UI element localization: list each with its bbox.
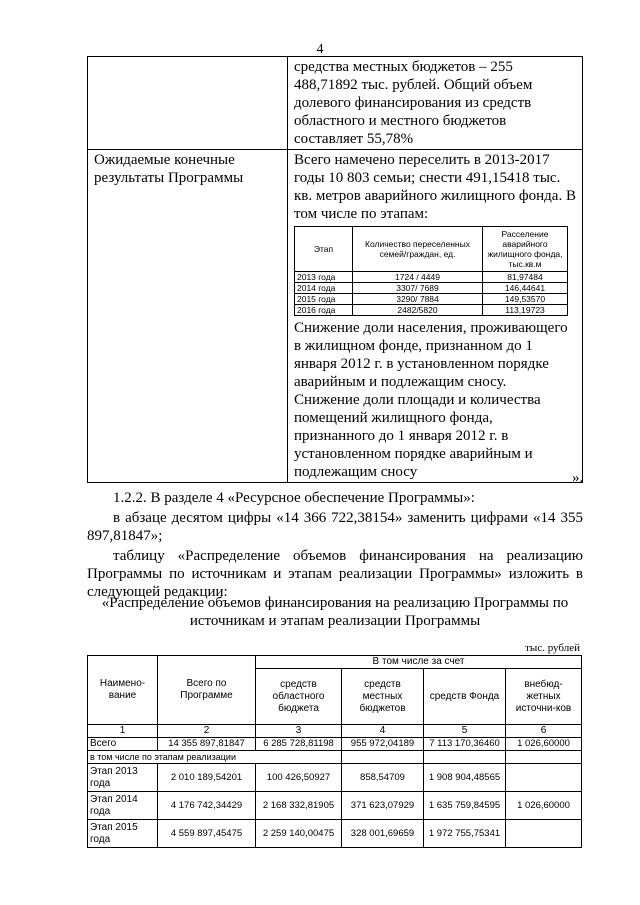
stages-row [295, 272, 568, 283]
stages-cell-families: 3290/ 7884 [353, 294, 483, 305]
fin-cell-empty [506, 751, 582, 764]
closing-quote: ». [572, 470, 584, 486]
fin-col-number: 1 [88, 725, 158, 738]
fin-cell-total: 14 355 897,81847 [158, 738, 256, 751]
fin-cell-regional: 2 259 140,00475 [256, 820, 342, 848]
fin-cell-extrabudget [506, 764, 582, 792]
amendment-figures-text: в абзаце десятом цифры «14 366 722,38154» заменить цифрами «14 355 897,81847»; [87, 510, 583, 544]
passport-row-results [88, 150, 583, 483]
stages-cell-stage: 2013 года [295, 272, 353, 283]
stages-cell-families: 3307/ 7689 [353, 283, 483, 294]
financing-table-title: «Распределение объемов финансирования на реализацию Программы по источникам и этапам реализации Программы [101, 595, 569, 629]
fin-header-including: В том числе за счет [256, 656, 582, 669]
fin-cell-name: Этап 2014 года [88, 792, 158, 820]
stages-header-row [295, 227, 568, 272]
fin-header-name: Наимено-вание [88, 656, 158, 725]
fin-col-number: 2 [158, 725, 256, 738]
results-cell [288, 150, 583, 483]
stages-header-stage: Этап [295, 227, 353, 272]
fin-cell-local: 371 623,07929 [342, 792, 424, 820]
fin-cell-fund: 7 113 170,36460 [424, 738, 506, 751]
passport-cell-empty [88, 57, 288, 150]
fin-col-number: 3 [256, 725, 342, 738]
section-amendment-heading: 1.2.2. В разделе 4 «Ресурсное обеспечение Программы»: [113, 490, 475, 506]
stages-row [295, 305, 568, 316]
fin-cell-extrabudget: 1 026,60000 [506, 792, 582, 820]
stages-header-families: Количество переселенных семей/граждан, ед. [353, 227, 483, 272]
amendment-table-text: таблицу «Распределение объемов финансирования на реализацию Программы по источникам и этапам реализации Программы» изложить в следующей редакции: [87, 548, 583, 600]
stages-cell-area: 146,44641 [483, 283, 568, 294]
fin-col-number: 6 [506, 725, 582, 738]
passport-row-financing [88, 57, 583, 150]
stages-cell-stage: 2016 года [295, 305, 353, 316]
fin-header-extrabudget: внебюд-жетных источни-ков [506, 669, 582, 725]
stages-cell-stage: 2014 года [295, 283, 353, 294]
fin-total-row [88, 738, 582, 751]
financing-text: средства местных бюджетов – 255 488,71892 тыс. рублей. Общий объем долевого финансирования из средств областного и местного бюджетов составляет 55,78% [288, 57, 583, 150]
results-outro-area: Снижение доли площади и количества помещений жилищного фонда, признанного до 1 января 2012 г. в установленном порядке аварийным и подлежащим сносу [294, 392, 541, 480]
stages-row [295, 294, 568, 305]
fin-cell-empty [424, 751, 506, 764]
stages-cell-families: 1724 / 4449 [353, 272, 483, 283]
fin-cell-local: 955 972,04189 [342, 738, 424, 751]
page-number: 4 [316, 42, 324, 57]
stages-cell-families: 2482/5820 [353, 305, 483, 316]
fin-cell-local: 858,54709 [342, 764, 424, 792]
stages-cell-area: 113,19723 [483, 305, 568, 316]
fin-stage-row [88, 764, 582, 792]
fin-cell-total: 4 176 742,34429 [158, 792, 256, 820]
fin-cell-regional: 2 168 332,81905 [256, 792, 342, 820]
fin-header-regional: средств областного бюджета [256, 669, 342, 725]
stages-cell-stage: 2015 года [295, 294, 353, 305]
stages-table [294, 226, 568, 316]
fin-cell-regional: 100 426,50927 [256, 764, 342, 792]
fin-col-number: 4 [342, 725, 424, 738]
fin-cell-extrabudget: 1 026,60000 [506, 738, 582, 751]
fin-cell-fund: 1 635 759,84595 [424, 792, 506, 820]
results-label: Ожидаемые конечные результаты Программы [88, 150, 288, 483]
financing-table [87, 655, 582, 848]
stages-cell-area: 81,97484 [483, 272, 568, 283]
fin-cell-fund: 1 908 904,48565 [424, 764, 506, 792]
fin-col-number-row [88, 725, 582, 738]
fin-cell-total: 2 010 189,54201 [158, 764, 256, 792]
program-passport-table [87, 56, 583, 483]
fin-stages-caption-row [88, 751, 582, 764]
fin-stages-caption: в том числе по этапам реализации [88, 751, 342, 764]
fin-header-local: средств местных бюджетов [342, 669, 424, 725]
fin-cell-regional: 6 285 728,81198 [256, 738, 342, 751]
fin-header-fund: средств Фонда [424, 669, 506, 725]
fin-cell-extrabudget [506, 820, 582, 848]
fin-cell-fund: 1 972 755,75341 [424, 820, 506, 848]
fin-stage-row [88, 820, 582, 848]
stages-header-area: Расселение аварийного жилищного фонда, тыс.кв.м [483, 227, 568, 272]
fin-cell-empty [342, 751, 424, 764]
stages-cell-area: 149,53570 [483, 294, 568, 305]
results-intro: Всего намечено переселить в 2013-2017 годы 10 803 семьи; снести 491,15418 тыс. кв. метров аварийного жилищного фонда. В том числе по этапам: [294, 152, 576, 222]
fin-cell-total: 4 559 897,45475 [158, 820, 256, 848]
unit-label: тыс. рублей [525, 642, 580, 654]
fin-cell-name: Всего [88, 738, 158, 751]
fin-stage-row [88, 792, 582, 820]
fin-cell-local: 328 001,69659 [342, 820, 424, 848]
fin-cell-name: Этап 2013 года [88, 764, 158, 792]
fin-col-number: 5 [424, 725, 506, 738]
results-outro-population: Снижение доли населения, проживающего в жилищном фонде, признанном до 1 января 2012 г. в установленном порядке аварийным и подлежащим сносу. [294, 320, 568, 390]
stages-row [295, 283, 568, 294]
fin-header-total: Всего по Программе [158, 656, 256, 725]
fin-cell-name: Этап 2015 года [88, 820, 158, 848]
fin-header-row [88, 656, 582, 669]
